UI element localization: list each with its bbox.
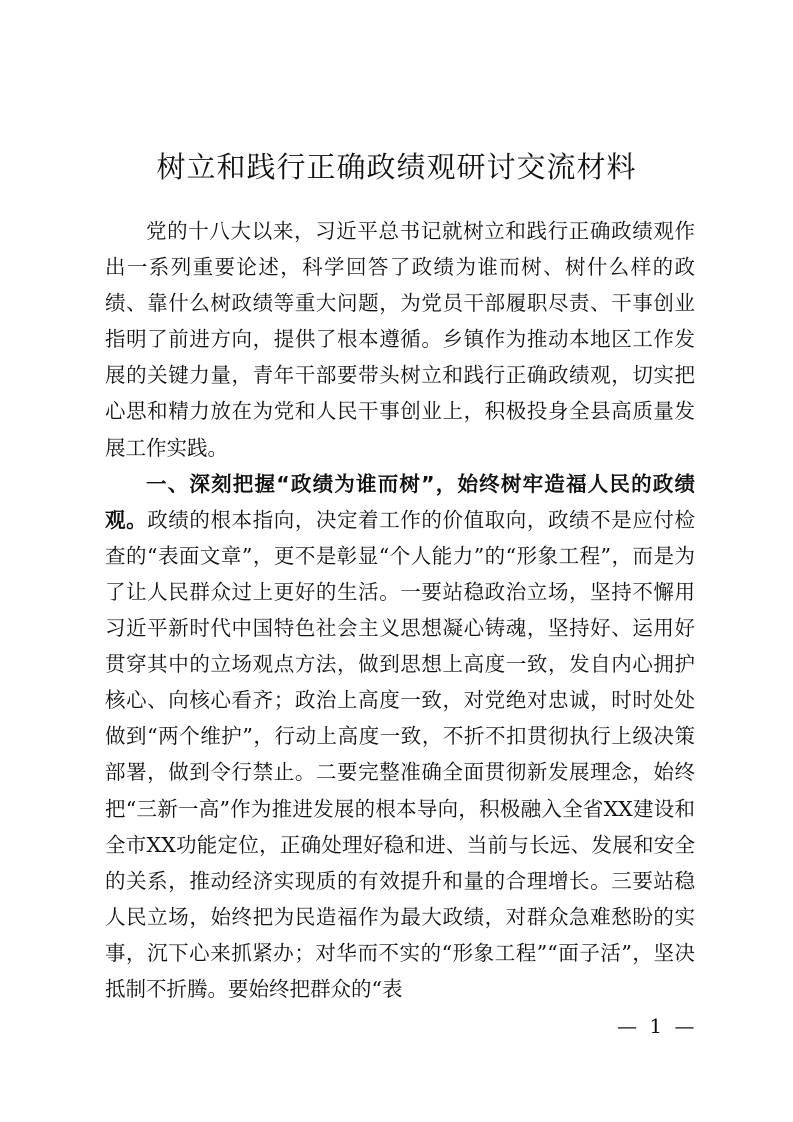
intro-paragraph-text: 党的十八大以来，习近平总书记就树立和践行正确政绩观作出一系列重要论述，科学回答了政绩为谁而树、树什么样的政绩、靠什么树政绩等重大问题，为党员干部履职尽责、干事创业指明了前进方向，提供了根本遵循。乡镇作为推动本地区工作发展的关键力量，青年干部要带头树立和践行正确政绩观，切实把心思和精力放在为党和人民干事创业上，积极投身全县高质量发展工作实践。 <box>105 219 695 460</box>
page-number: — 1 — <box>617 1014 698 1038</box>
section-one-text: 政绩的根本指向，决定着工作的价值取向，政绩不是应付检查的“表面文章”，更不是彰显“个人能力”的“形象工程”，而是为了让人民群众过上更好的生活。一要站稳政治立场，坚持不懈用习近平新时代中国特色社会主义思想凝心铸魂，坚持好、运用好贯穿其中的立场观点方法，做到思想上高度一致，发自内心拥护核心、向核心看齐；政治上高度一致，对党绝对忠诚，时时处处做到“两个维护”，行动上高度一致，不折不扣贯彻执行上级决策部署，做到令行禁止。二要完整准确全面贯彻新发展理念，始终把“三新一高”作为推进发展的根本导向，积极融入全省XX建设和全市XX功能定位，正确处理好稳和进、当前与长远、发展和安全的关系，推动经济实现质的有效提升和量的合理增长。三要站稳人民立场，始终把为民造福作为最大政绩，对群众急难愁盼的实事，沉下心来抓紧办；对华而不实的“形象工程”“面子活”，坚决抵制不折腾。要始终把群众的“表 <box>105 507 696 1001</box>
section-one-heading: 一、深刻把握“政绩为谁而树”，始终树牢造福人民的政绩观。 <box>105 471 695 532</box>
document-title: 树立和践行正确政绩观研讨交流材料 <box>156 150 637 184</box>
document-body <box>105 213 695 1007</box>
section-one-paragraph <box>105 466 695 1007</box>
intro-paragraph <box>105 213 695 466</box>
